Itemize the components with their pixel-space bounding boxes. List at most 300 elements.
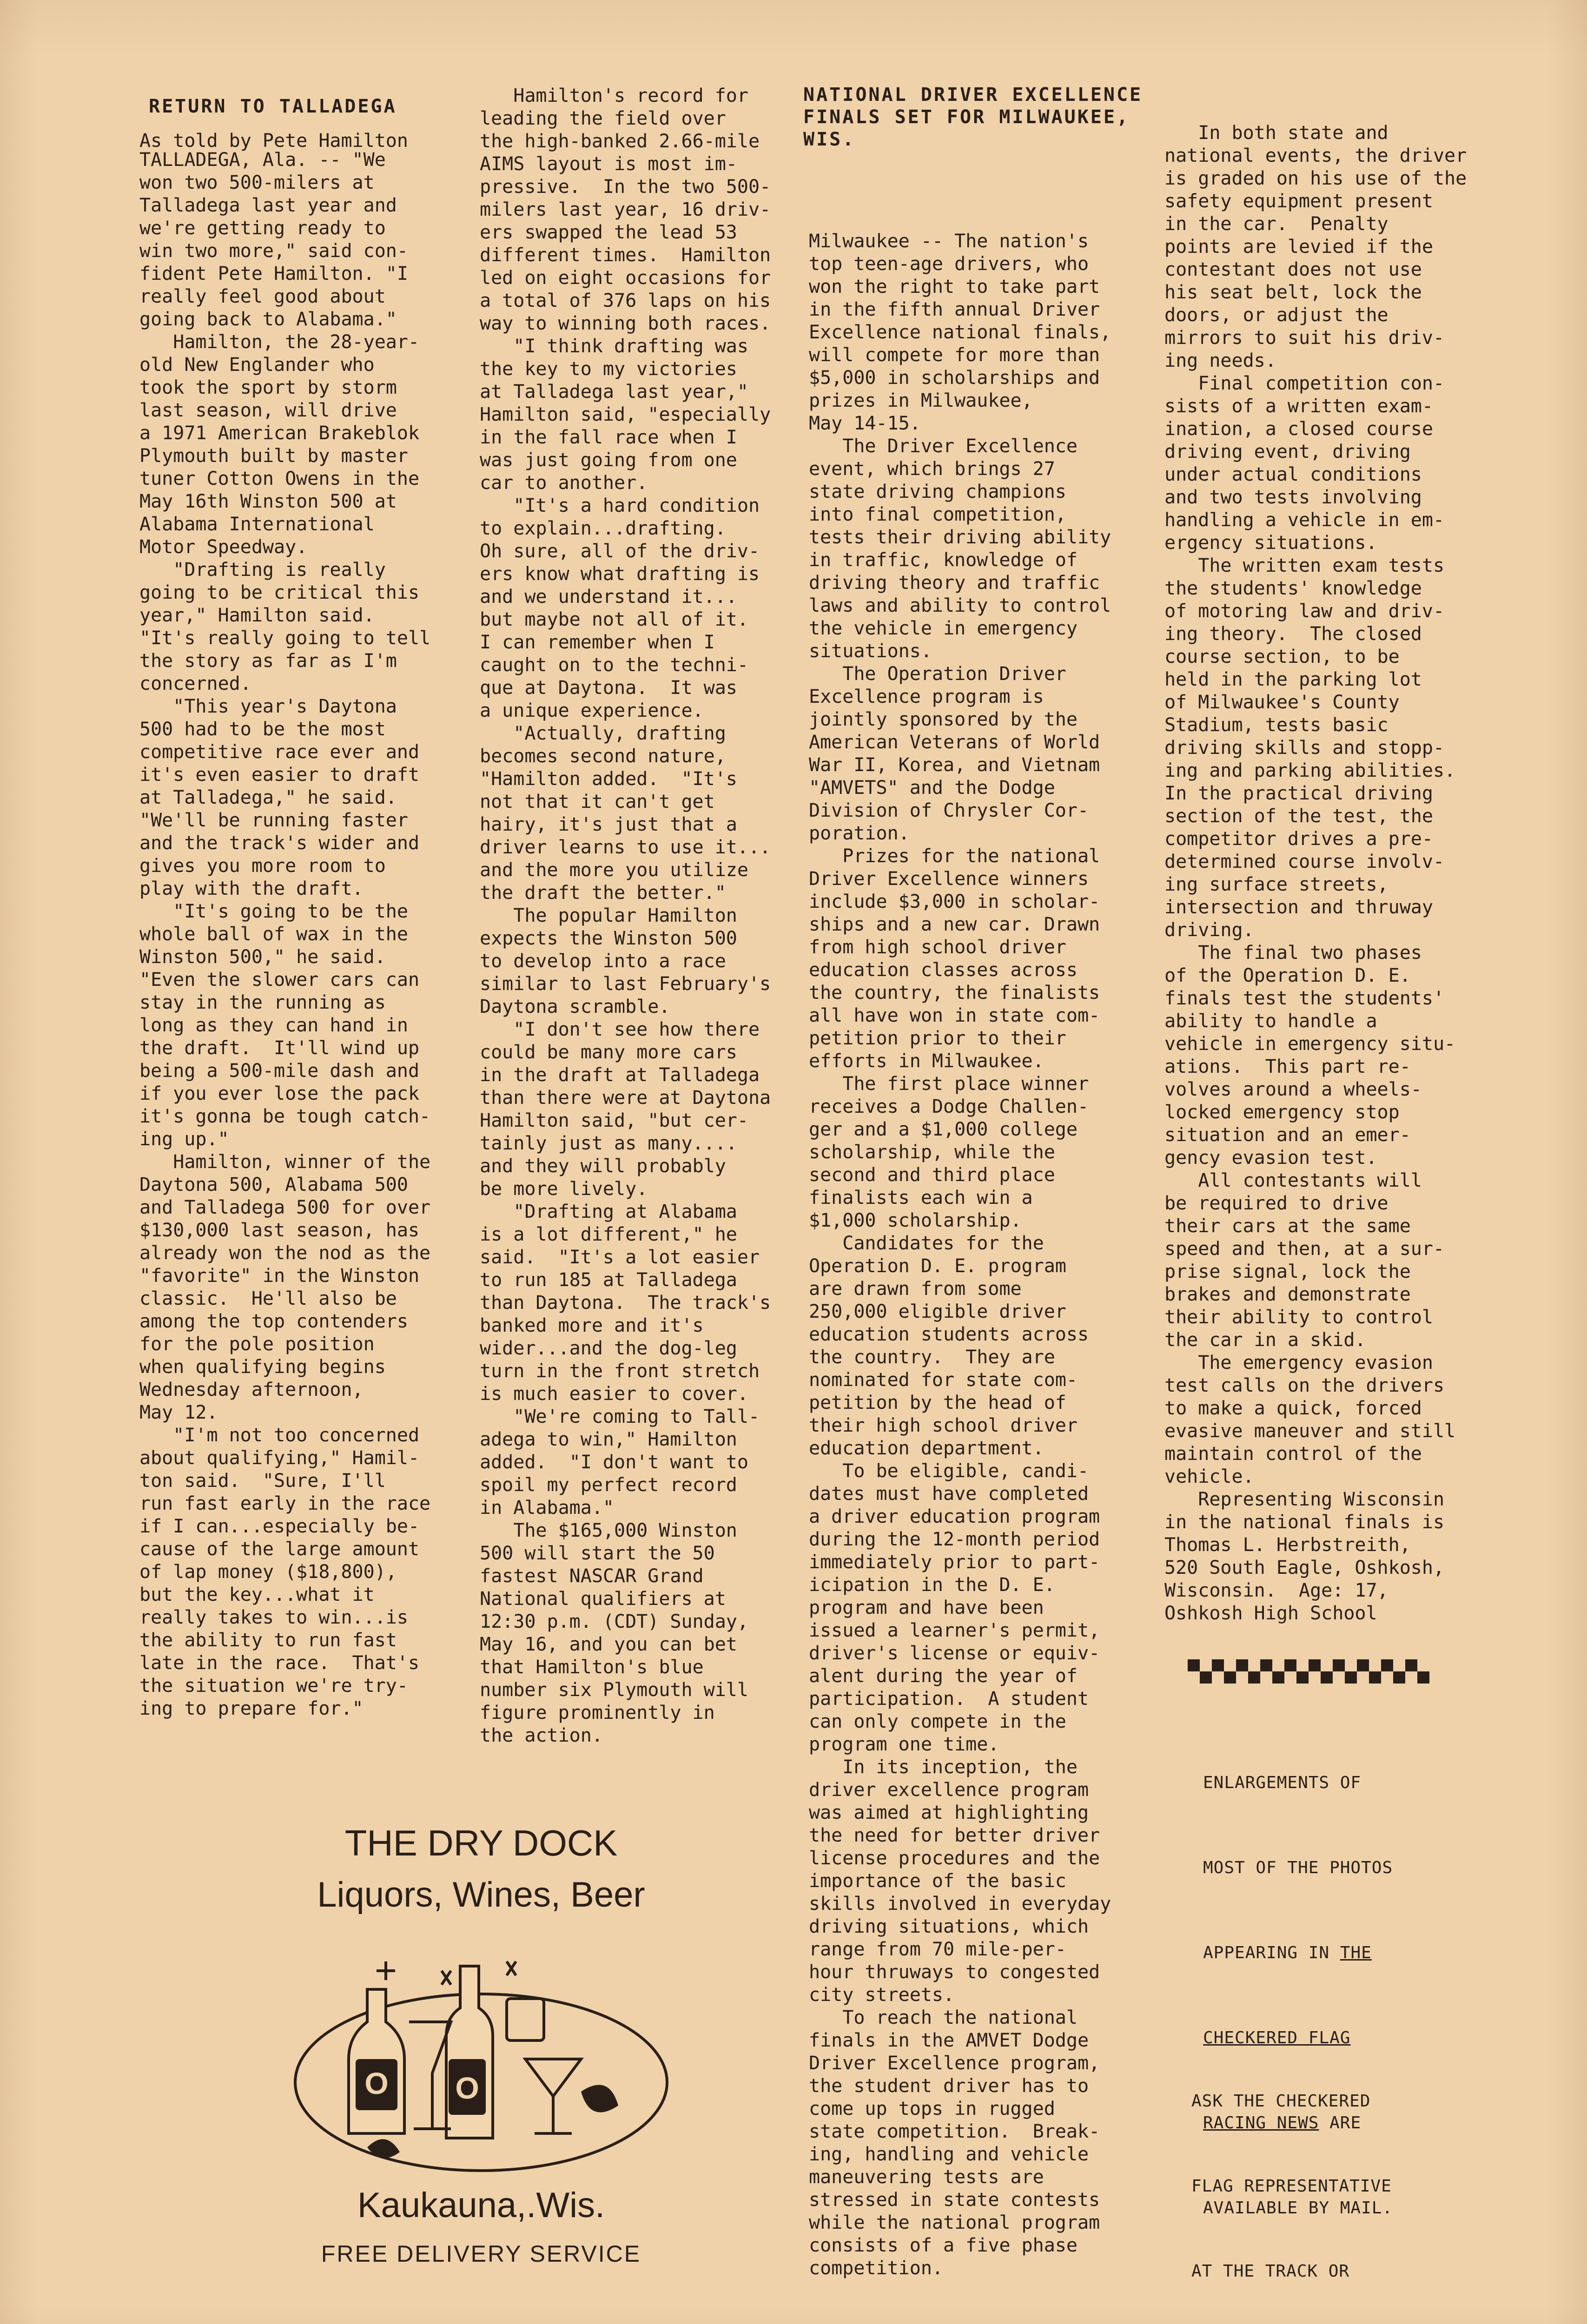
text-line: state driving champions xyxy=(809,481,1066,502)
text-line: wider...and the dog-leg xyxy=(480,1338,737,1359)
text-line: ing and parking abilities. xyxy=(1164,760,1456,781)
text-line: prise signal, lock the xyxy=(1164,1261,1411,1282)
text-line: determined course involv- xyxy=(1164,851,1445,872)
text-line: scholarship, while the xyxy=(809,1142,1055,1163)
text-line: could be many more cars xyxy=(480,1042,737,1063)
text-line: Hamilton, the 28-year- xyxy=(139,331,420,353)
text-line: of Milwaukee's County xyxy=(1164,692,1400,713)
text-line: win two more," said con- xyxy=(139,240,408,262)
text-line: old New Englander who xyxy=(139,354,375,376)
text-line: adega to win," Hamilton xyxy=(480,1429,737,1450)
text-line: "We'll be running faster xyxy=(139,810,408,831)
text-line: include $3,000 in scholar- xyxy=(809,891,1100,912)
text-line: hairy, it's just that a xyxy=(480,814,737,835)
text-line: May 12. xyxy=(139,1402,218,1423)
text-line: ers swapped the lead 53 xyxy=(480,222,737,243)
text-line: from high school driver xyxy=(809,937,1066,958)
text-line: driving. xyxy=(1164,919,1254,941)
text-line: in the fifth annual Driver xyxy=(809,299,1100,320)
text-line: and Talladega 500 for over xyxy=(139,1197,431,1218)
text-line: for the pole position xyxy=(139,1334,375,1355)
text-line: Hamilton said, "especially xyxy=(480,404,771,425)
notice-line: ASK THE CHECKERED xyxy=(1191,2092,1371,2111)
text-line: his seat belt, lock the xyxy=(1164,282,1422,303)
text-line: of motoring law and driv- xyxy=(1164,601,1445,622)
text-line: "I think drafting was xyxy=(480,336,748,357)
text-line: are drawn from some xyxy=(809,1278,1022,1300)
text-line: immediately prior to part- xyxy=(809,1552,1100,1573)
text-line: than Daytona. The track's xyxy=(480,1292,771,1314)
text-line: is a lot different," he xyxy=(480,1224,737,1245)
text-line: Final competition con- xyxy=(1164,373,1445,394)
text-line: be more lively. xyxy=(480,1178,648,1200)
text-line: the story as far as I'm xyxy=(139,650,397,672)
text-line: than there were at Daytona xyxy=(480,1087,771,1109)
text-line: "favorite" in the Winston xyxy=(139,1265,420,1287)
text-line: Wednesday afternoon, xyxy=(139,1379,364,1400)
text-line: ing theory. The closed xyxy=(1164,623,1422,645)
text-line: competitive race ever and xyxy=(139,741,420,763)
text-line: icipation in the D. E. xyxy=(809,1574,1055,1596)
text-line: ing surface streets, xyxy=(1164,874,1389,895)
text-line: ships and a new car. Drawn xyxy=(809,914,1100,935)
text-line: the draft. It'll wind up xyxy=(139,1037,420,1059)
text-line: tainly just as many.... xyxy=(480,1133,737,1154)
text-line: at Talladega last year," xyxy=(480,381,748,403)
text-line: Driver Excellence program, xyxy=(809,2053,1100,2074)
text-line: is graded on his use of the xyxy=(1164,168,1467,189)
text-line: education students across xyxy=(809,1324,1089,1345)
text-line: said. "It's a lot easier xyxy=(480,1247,760,1268)
text-line: but the key...what it xyxy=(139,1584,375,1605)
text-line: petition prior to their xyxy=(809,1028,1066,1049)
text-line: receives a Dodge Challen- xyxy=(809,1096,1089,1117)
text-line: The Driver Excellence xyxy=(809,436,1078,457)
text-line: contestant does not use xyxy=(1164,259,1422,280)
text-line: driver learns to use it... xyxy=(480,837,771,858)
text-line: can only compete in the xyxy=(809,1711,1066,1732)
text-line: when qualifying begins xyxy=(139,1356,386,1378)
notice-line: CHECKERED FLAG xyxy=(1203,2028,1351,2047)
text-line: really feel good about xyxy=(139,286,386,307)
text-line: test calls on the drivers xyxy=(1164,1375,1445,1396)
text-line: locked emergency stop xyxy=(1164,1102,1400,1123)
notice-contact xyxy=(1191,2053,1413,2324)
text-line: May 14-15. xyxy=(809,413,921,434)
text-line: "Even the slower cars can xyxy=(139,969,420,990)
text-line: in the car. Penalty xyxy=(1164,213,1389,235)
text-line: Milwaukee -- The nation's xyxy=(809,231,1089,252)
notice-line: FLAG REPRESENTATIVE xyxy=(1191,2177,1392,2196)
text-line: Excellence program is xyxy=(809,686,1044,707)
text-line: we're getting ready to xyxy=(139,218,386,239)
text-line: The Operation Driver xyxy=(809,663,1066,685)
text-line: and they will probably xyxy=(480,1155,726,1177)
text-line: jointly sponsored by the xyxy=(809,709,1078,730)
text-line: safety equipment present xyxy=(1164,191,1433,212)
text-line: "I don't see how there xyxy=(480,1019,760,1040)
text-line: turn in the front stretch xyxy=(480,1360,760,1382)
text-line: ton said. "Sure, I'll xyxy=(139,1470,386,1492)
text-line: To reach the national xyxy=(809,2007,1078,2028)
text-line: city streets. xyxy=(809,1984,955,2006)
text-line: evasive maneuver and still xyxy=(1164,1420,1456,1442)
text-line: their ability to control xyxy=(1164,1307,1433,1328)
text-line: Motor Speedway. xyxy=(139,536,308,558)
text-line: in the national finals is xyxy=(1164,1512,1445,1533)
article-byline: As told by Pete Hamilton xyxy=(139,130,408,152)
text-line: their cars at the same xyxy=(1164,1215,1411,1237)
notice-line: AT THE TRACK OR xyxy=(1191,2262,1350,2281)
text-line: I can remember when I xyxy=(480,632,715,653)
text-line: handling a vehicle in em- xyxy=(1164,509,1445,531)
text-line: it's gonna be tough catch- xyxy=(139,1106,431,1127)
text-line: tests their driving ability xyxy=(809,527,1111,548)
text-line: program one time. xyxy=(809,1734,999,1755)
text-line: May 16, and you can bet xyxy=(480,1634,737,1655)
text-line: long as they can hand in xyxy=(139,1015,408,1036)
text-line: top teen-age drivers, who xyxy=(809,253,1089,275)
text-line: ing needs. xyxy=(1164,350,1276,371)
text-line: classic. He'll also be xyxy=(139,1288,397,1309)
text-line: Driver Excellence winners xyxy=(809,868,1089,890)
text-line: milers last year, 16 driv- xyxy=(480,199,771,220)
text-line: the country. They are xyxy=(809,1347,1055,1368)
text-line: sists of a written exam- xyxy=(1164,396,1433,417)
text-line: maintain control of the xyxy=(1164,1443,1422,1465)
text-line: "I'm not too concerned xyxy=(139,1425,420,1446)
text-line: Thomas L. Herbstreith, xyxy=(1164,1534,1411,1556)
text-line: already won the nod as the xyxy=(139,1242,431,1264)
text-line: be required to drive xyxy=(1164,1193,1389,1214)
text-line: to develop into a race xyxy=(480,951,726,972)
text-line: 520 South Eagle, Oshkosh, xyxy=(1164,1557,1445,1578)
text-line: finalists each win a xyxy=(809,1187,1033,1208)
text-line: the country, the finalists xyxy=(809,982,1100,1004)
text-line: of lap money ($18,800), xyxy=(139,1561,397,1583)
text-line: The $165,000 Winston xyxy=(480,1520,737,1541)
text-line: volves around a wheels- xyxy=(1164,1079,1422,1100)
bottle-label-2: O xyxy=(455,2071,479,2105)
liquor-bottles-illustration xyxy=(288,1952,674,2175)
text-line: to make a quick, forced xyxy=(1164,1398,1422,1419)
text-line: Wisconsin. Age: 17, xyxy=(1164,1580,1389,1601)
text-line: National qualifiers at xyxy=(480,1588,726,1610)
text-line: won two 500-milers at xyxy=(139,172,375,193)
text-line: pressive. In the two 500- xyxy=(480,176,771,198)
text-line: led on eight occasions for xyxy=(480,267,771,289)
text-line: dates must have completed xyxy=(809,1483,1089,1505)
notice-line: AVAILABLE BY MAIL. xyxy=(1203,2199,1393,2218)
text-line: Hamilton, winner of the xyxy=(139,1151,431,1173)
text-line: War II, Korea, and Vietnam xyxy=(809,754,1100,776)
text-line: to run 185 at Talladega xyxy=(480,1269,737,1291)
text-line: tuner Cotton Owens in the xyxy=(139,468,420,489)
text-line: a unique experience. xyxy=(480,700,704,721)
text-line: is much easier to cover. xyxy=(480,1383,748,1405)
text-line: participation. A student xyxy=(809,1688,1089,1710)
text-line: late in the race. That's xyxy=(139,1652,420,1674)
text-line: a total of 376 laps on his xyxy=(480,290,771,311)
text-line: the students' knowledge xyxy=(1164,578,1422,599)
text-line: ergency situations. xyxy=(1164,532,1377,554)
text-line: ing, handling and vehicle xyxy=(809,2144,1089,2165)
text-line: in traffic, knowledge of xyxy=(809,549,1078,571)
text-line: the situation we're try- xyxy=(139,1675,408,1697)
text-line: number six Plymouth will xyxy=(480,1679,748,1701)
dry-dock-advertisement xyxy=(218,1822,744,2287)
text-line: brakes and demonstrate xyxy=(1164,1284,1411,1305)
text-line: Winston 500," he said. xyxy=(139,946,386,968)
text-line: All contestants will xyxy=(1164,1170,1422,1191)
text-line: ing up." xyxy=(139,1129,229,1150)
text-line: Operation D. E. program xyxy=(809,1255,1066,1277)
text-line: not that it can't get xyxy=(480,791,715,812)
text-line: May 16th Winston 500 at xyxy=(139,491,397,512)
text-line: and we understand it... xyxy=(480,586,737,607)
text-line: ing to prepare for." xyxy=(139,1698,364,1719)
text-line: and the track's wider and xyxy=(139,832,420,854)
text-line: American Veterans of World xyxy=(809,732,1100,753)
text-line: concerned. xyxy=(139,673,251,694)
text-line: ger and a $1,000 college xyxy=(809,1119,1078,1140)
text-line: Prizes for the national xyxy=(809,845,1100,867)
text-line: leading the field over xyxy=(480,108,726,129)
text-line: under actual conditions xyxy=(1164,464,1422,485)
article-headline-talladega: RETURN TO TALLADEGA xyxy=(149,96,397,117)
text-line: to explain...drafting. xyxy=(480,518,726,539)
text-line: the vehicle in emergency xyxy=(809,618,1078,639)
notice-line: MOST OF THE PHOTOS xyxy=(1203,1858,1393,1877)
text-line: The emergency evasion xyxy=(1164,1352,1433,1373)
text-line: during the 12-month period xyxy=(809,1529,1100,1550)
text-line: The first place winner xyxy=(809,1073,1089,1095)
text-line: $5,000 in scholarships and xyxy=(809,367,1100,389)
text-line: $1,000 scholarship. xyxy=(809,1210,1022,1231)
text-line: section of the test, the xyxy=(1164,805,1433,827)
text-line: while the national program xyxy=(809,2212,1100,2233)
text-line: Stadium, tests basic xyxy=(1164,714,1389,736)
text-line: gives you more room to xyxy=(139,855,386,877)
text-line: maneuvering tests are xyxy=(809,2166,1044,2188)
text-line: and two tests involving xyxy=(1164,487,1422,508)
text-line: took the sport by storm xyxy=(139,377,397,398)
text-line: that Hamilton's blue xyxy=(480,1657,704,1678)
text-line: ability to handle a xyxy=(1164,1010,1377,1032)
text-line: points are levied if the xyxy=(1164,236,1433,257)
text-line: if I can...especially be- xyxy=(139,1516,420,1537)
text-line: among the top contenders xyxy=(139,1311,408,1332)
text-line: the car in a skid. xyxy=(1164,1329,1366,1351)
text-line: importance of the basic xyxy=(809,1870,1066,1892)
text-line: Oshkosh High School xyxy=(1164,1603,1377,1624)
text-line: "Drafting at Alabama xyxy=(480,1201,737,1222)
text-line: the student driver has to xyxy=(809,2075,1089,2097)
ad-city: Kaukauna,.Wis. xyxy=(357,2185,605,2225)
article-driver-excellence-column-2 xyxy=(1164,122,1490,1625)
text-line: $130,000 last season, has xyxy=(139,1220,420,1241)
text-line: alent during the year of xyxy=(809,1665,1078,1687)
text-line: held in the parking lot xyxy=(1164,669,1422,690)
text-line: program and have been xyxy=(809,1597,1044,1618)
text-line: vehicle. xyxy=(1164,1466,1254,1487)
text-line: the need for better driver xyxy=(809,1825,1100,1846)
text-line: whole ball of wax in the xyxy=(139,924,408,945)
text-line: issued a learner's permit, xyxy=(809,1620,1100,1641)
text-line: course section, to be xyxy=(1164,646,1400,667)
bottle-label-1: O xyxy=(364,2066,389,2100)
text-line: efforts in Milwaukee. xyxy=(809,1050,1044,1072)
text-line: event, which brings 27 xyxy=(809,458,1055,480)
text-line: "Actually, drafting xyxy=(480,723,726,744)
text-line: Hamilton's record for xyxy=(480,85,748,106)
text-line: Hamilton said, "but cer- xyxy=(480,1110,748,1131)
text-line: "It's going to be the xyxy=(139,901,408,922)
text-line: into final competition, xyxy=(809,504,1066,525)
text-line: "Drafting is really xyxy=(139,559,386,581)
text-line: going back to Alabama." xyxy=(139,309,397,330)
text-line: last season, will drive xyxy=(139,400,397,421)
text-line: In both state and xyxy=(1164,122,1389,144)
notice-line: RACING NEWS ARE xyxy=(1203,2113,1362,2133)
text-line: about qualifying," Hamil- xyxy=(139,1447,420,1469)
text-line: driver's license or equiv- xyxy=(809,1643,1100,1664)
text-line: becomes second nature, xyxy=(480,746,726,767)
text-line: caught on to the techni- xyxy=(480,654,748,676)
text-line: expects the Winston 500 xyxy=(480,928,737,949)
text-line: In its inception, the xyxy=(809,1756,1078,1778)
text-line: 12:30 p.m. (CDT) Sunday, xyxy=(480,1611,748,1632)
text-line: driving theory and traffic xyxy=(809,572,1100,594)
text-line: gency evasion test. xyxy=(1164,1147,1377,1169)
text-line: the ability to run fast xyxy=(139,1630,397,1651)
text-line: consists of a five phase xyxy=(809,2235,1078,2256)
text-line: TALLADEGA, Ala. -- "We xyxy=(139,149,386,171)
text-line: run fast early in the race xyxy=(139,1493,431,1514)
text-line: won the right to take part xyxy=(809,276,1100,297)
text-line: Oh sure, all of the driv- xyxy=(480,541,760,562)
text-line: skills involved in everyday xyxy=(809,1893,1111,1915)
text-line: doors, or adjust the xyxy=(1164,304,1389,326)
text-line: ers know what drafting is xyxy=(480,563,760,585)
text-line: ations. This part re- xyxy=(1164,1056,1411,1077)
text-line: their high school driver xyxy=(809,1415,1078,1436)
text-line: "AMVETS" and the Dodge xyxy=(809,777,1055,799)
text-line: The popular Hamilton xyxy=(480,905,737,926)
text-line: nominated for state com- xyxy=(809,1369,1078,1391)
text-line: driving event, driving xyxy=(1164,441,1411,462)
text-line: stay in the running as xyxy=(139,992,386,1013)
text-line: Daytona 500, Alabama 500 xyxy=(139,1174,408,1195)
text-line: Division of Chrysler Cor- xyxy=(809,800,1089,821)
text-line: banked more and it's xyxy=(480,1315,704,1336)
text-line: fastest NASCAR Grand xyxy=(480,1565,704,1587)
text-line: "Hamilton added. "It's xyxy=(480,768,737,790)
text-line: second and third place xyxy=(809,1164,1055,1186)
text-line: the draft the better." xyxy=(480,882,726,904)
text-line: added. "I don't want to xyxy=(480,1452,748,1473)
article-headline-driver-excellence: NATIONAL DRIVER EXCELLENCE FINALS SET FOR MILWAUKEE, WIS. xyxy=(803,84,1143,150)
text-line: was aimed at highlighting xyxy=(809,1802,1089,1823)
text-line: hour thruways to congested xyxy=(809,1961,1100,1983)
text-line: the action. xyxy=(480,1725,603,1746)
text-line: and the more you utilize xyxy=(480,859,748,881)
article-driver-excellence-column-1 xyxy=(809,230,1125,2280)
text-line: year," Hamilton said. xyxy=(139,605,375,626)
text-line: Talladega last year and xyxy=(139,195,397,216)
text-line: "This year's Daytona xyxy=(139,696,397,717)
text-line: In the practical driving xyxy=(1164,783,1433,804)
text-line: the key to my victories xyxy=(480,358,737,380)
text-line: was just going from one xyxy=(480,449,737,471)
text-line: of the Operation D. E. xyxy=(1164,965,1411,986)
text-line: 500 had to be the most xyxy=(139,719,386,740)
text-line: fident Pete Hamilton. "I xyxy=(139,263,408,284)
text-line: driver excellence program xyxy=(809,1779,1089,1801)
text-line: ination, a closed course xyxy=(1164,418,1433,440)
text-line: que at Daytona. It was xyxy=(480,677,737,699)
text-line: the high-banked 2.66-mile xyxy=(480,131,760,152)
text-line: Excellence national finals, xyxy=(809,322,1111,343)
notice-line: ENLARGEMENTS OF xyxy=(1203,1773,1362,1792)
article-talladega-column-2 xyxy=(480,85,787,1747)
text-line: it's even easier to draft xyxy=(139,764,420,786)
text-line: will compete for more than xyxy=(809,344,1100,366)
text-line: Daytona scramble. xyxy=(480,996,670,1017)
text-line: situations. xyxy=(809,640,932,662)
text-line: national events, the driver xyxy=(1164,145,1467,166)
text-line: education department. xyxy=(809,1438,1044,1459)
text-line: Candidates for the xyxy=(809,1233,1044,1254)
text-line: prizes in Milwaukee, xyxy=(809,390,1033,411)
text-line: Representing Wisconsin xyxy=(1164,1489,1445,1510)
text-line: state competition. Break- xyxy=(809,2121,1100,2142)
ad-tagline: Liquors, Wines, Beer xyxy=(317,1875,645,1915)
text-line: competitor drives a pre- xyxy=(1164,828,1433,850)
text-line: "It's a hard condition xyxy=(480,495,760,516)
text-line: in Alabama." xyxy=(480,1497,614,1519)
text-line: "It's really going to tell xyxy=(139,627,431,649)
text-line: Alabama International xyxy=(139,514,375,535)
text-line: in the fall race when I xyxy=(480,427,737,448)
text-line: 500 will start the 50 xyxy=(480,1543,715,1564)
text-line: being a 500-mile dash and xyxy=(139,1060,420,1082)
text-line: laws and ability to control xyxy=(809,595,1111,616)
text-line: The written exam tests xyxy=(1164,555,1445,576)
text-line: petition by the head of xyxy=(809,1392,1066,1413)
text-line: finals test the students' xyxy=(1164,988,1445,1009)
text-line: a 1971 American Brakeblok xyxy=(139,423,420,444)
text-line: similar to last February's xyxy=(480,973,771,995)
text-line: mirrors to suit his driv- xyxy=(1164,327,1445,349)
text-line: "We're coming to Tall- xyxy=(480,1406,760,1427)
notice-line: APPEARING IN THE xyxy=(1203,1943,1372,1962)
text-line: finals in the AMVET Dodge xyxy=(809,2030,1089,2051)
text-line: stressed in state contests xyxy=(809,2189,1100,2211)
text-line: spoil my perfect record xyxy=(480,1474,737,1496)
text-line: figure prominently in xyxy=(480,1702,715,1723)
text-line: car to another. xyxy=(480,472,648,494)
text-line: if you ever lose the pack xyxy=(139,1083,420,1104)
text-line: really takes to win...is xyxy=(139,1607,408,1628)
text-line: all have won in state com- xyxy=(809,1005,1100,1026)
text-line: driving situations, which xyxy=(809,1916,1089,1937)
text-line: play with the draft. xyxy=(139,878,364,899)
text-line: license procedures and the xyxy=(809,1848,1100,1869)
text-line: speed and then, at a sur- xyxy=(1164,1238,1445,1260)
text-line: situation and an emer- xyxy=(1164,1124,1411,1146)
text-line: at Talladega," he said. xyxy=(139,787,397,808)
